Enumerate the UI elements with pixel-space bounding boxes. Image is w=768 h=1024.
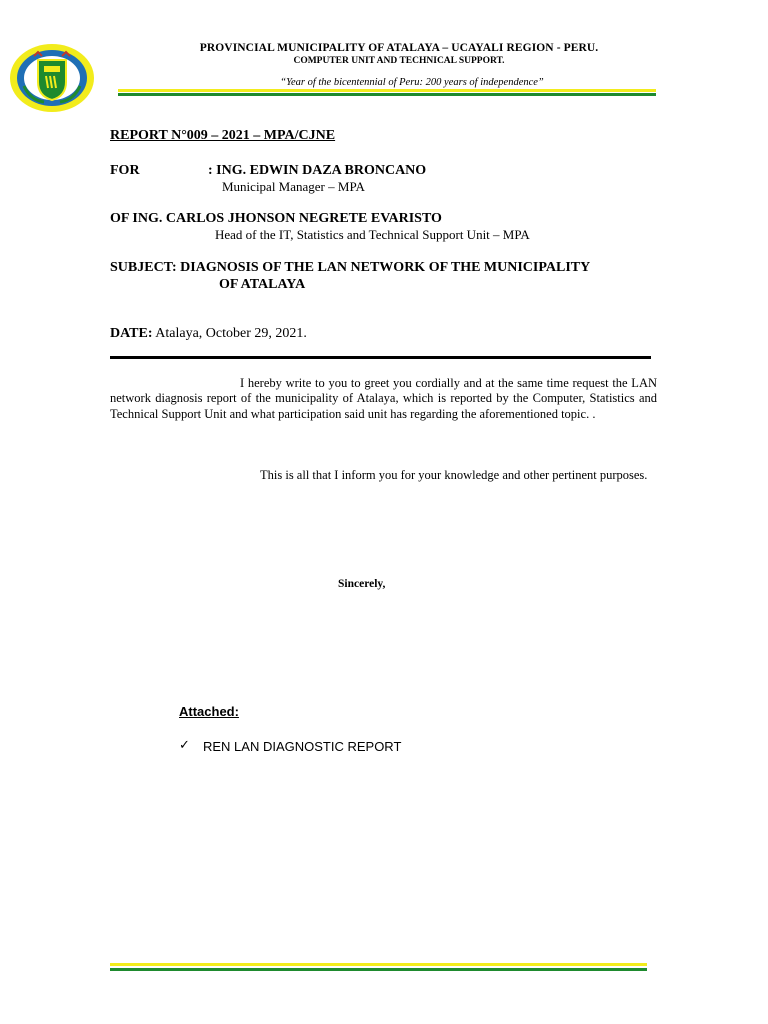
body-paragraph-2: This is all that I inform you for your knowledge and other pertinent purposes. xyxy=(260,468,648,482)
for-role: Municipal Manager – MPA xyxy=(222,179,365,194)
body-paragraph-1: I hereby write to you to greet you cordially and at the same time request the LAN network diagnosis report of the municipality of Atalaya, which is reported by the Computer, Statistics and Technical Support Unit and what participation said unit has regarding the aforementioned topic. . xyxy=(110,376,657,421)
date-line xyxy=(110,326,307,342)
header-stripe-green xyxy=(118,93,656,96)
attachment-item: REN LAN DIAGNOSTIC REPORT xyxy=(203,739,402,754)
footer-stripe-green xyxy=(110,968,647,971)
report-number: REPORT N°009 – 2021 – MPA/CJNE xyxy=(110,128,336,143)
check-icon: ✓ xyxy=(179,738,190,753)
subject-line-1: SUBJECT: DIAGNOSIS OF THE LAN NETWORK OF THE MUNICIPALITY xyxy=(110,260,591,275)
of-line: OF ING. CARLOS JHONSON NEGRETE EVARISTO xyxy=(110,211,442,226)
header-title: PROVINCIAL MUNICIPALITY OF ATALAYA – UCAYALI REGION - PERU. xyxy=(199,42,599,54)
attached-label: Attached: xyxy=(179,704,239,719)
of-role: Head of the IT, Statistics and Technical Support Unit – MPA xyxy=(215,227,530,242)
header-subtitle: COMPUTER UNIT AND TECHNICAL SUPPORT. xyxy=(293,56,505,66)
header-stripe-yellow xyxy=(118,89,656,92)
header-motto: “Year of the bicentennial of Peru: 200 years of independence” xyxy=(280,77,544,88)
separator-rule xyxy=(110,356,651,359)
subject-line-2: OF ATALAYA xyxy=(219,277,306,292)
closing: Sincerely, xyxy=(338,578,386,590)
footer-stripe-yellow xyxy=(110,963,647,966)
date-label: DATE: xyxy=(110,326,153,341)
date-value: Atalaya, October 29, 2021. xyxy=(152,326,307,341)
for-label: FOR xyxy=(110,163,140,178)
for-name: : ING. EDWIN DAZA BRONCANO xyxy=(208,163,427,178)
